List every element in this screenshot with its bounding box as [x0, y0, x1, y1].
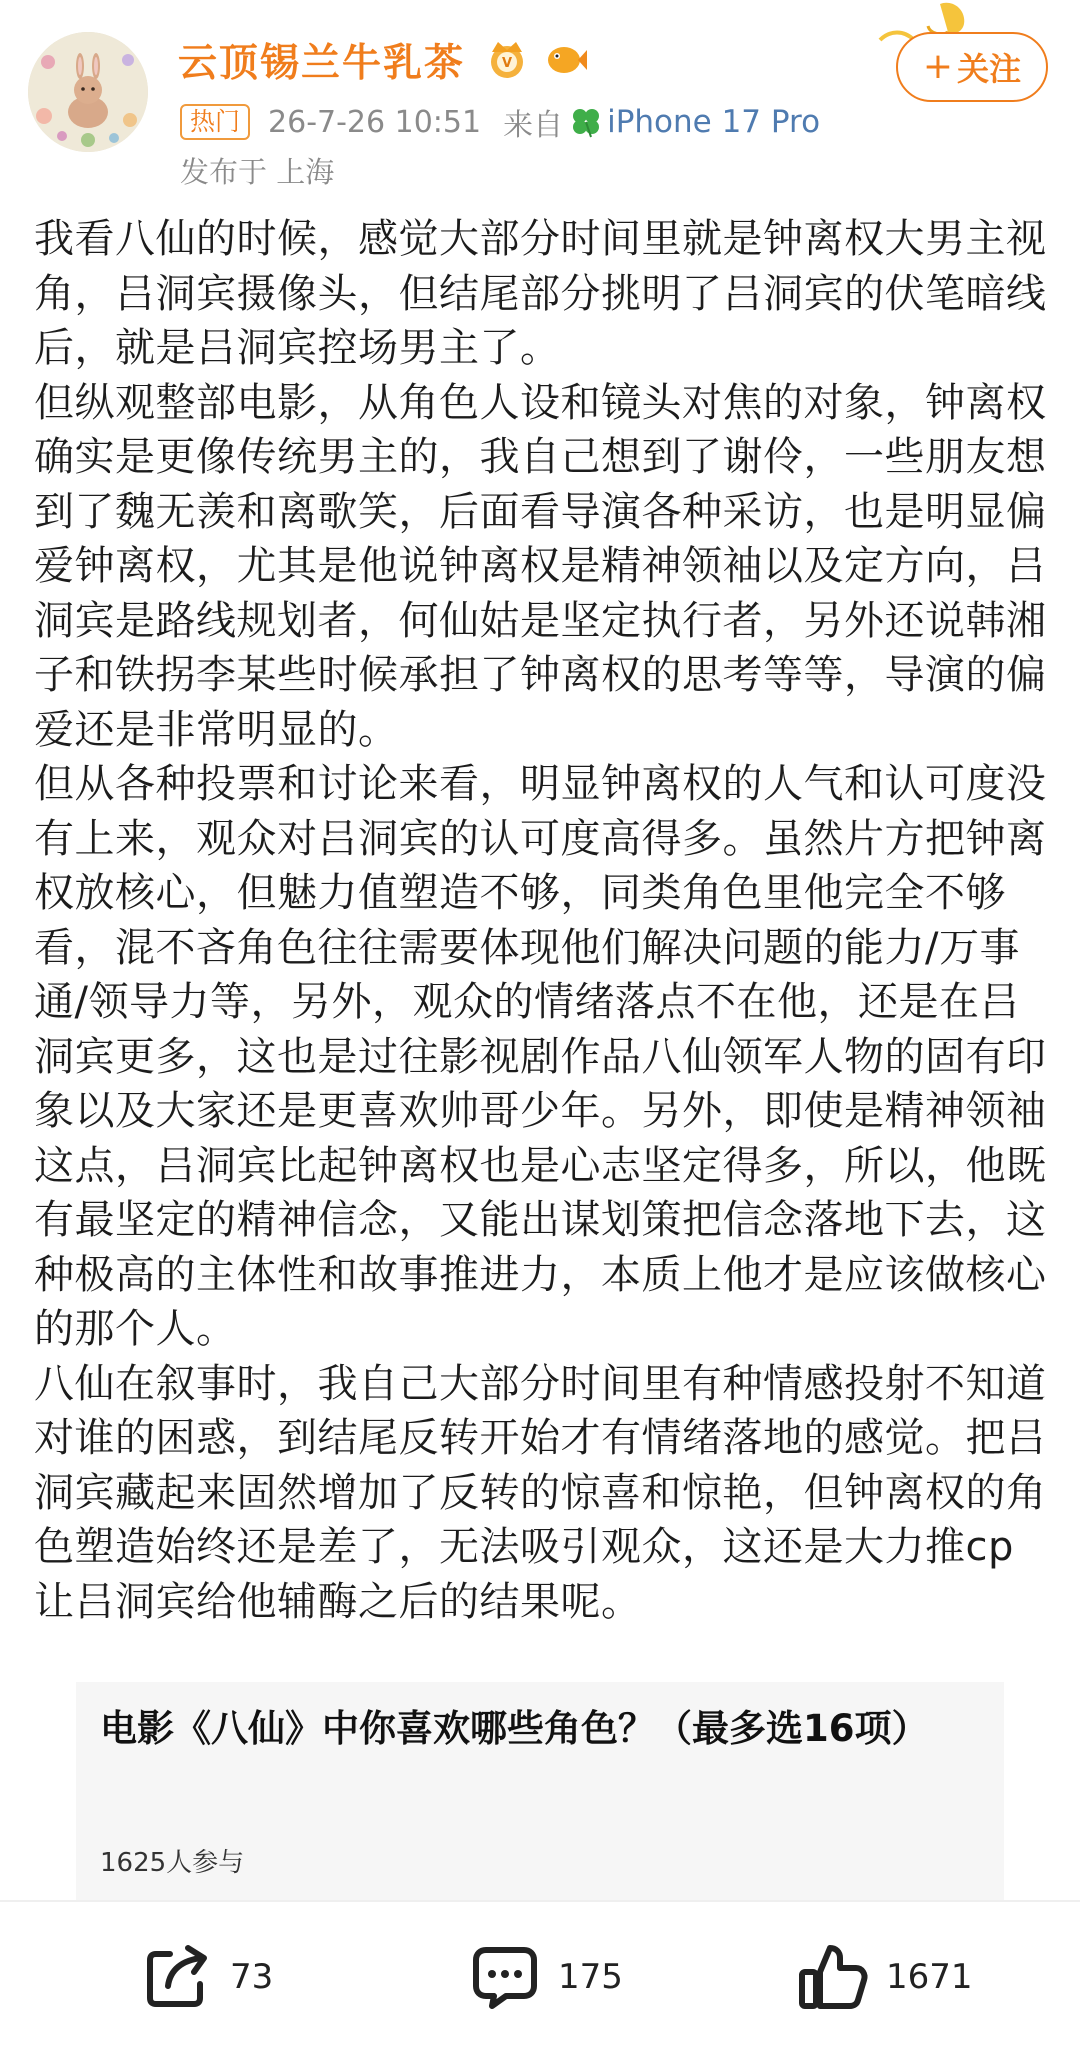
share-arrow-icon [140, 1940, 214, 2014]
clover-icon [569, 105, 603, 139]
post-paragraph: 八仙在叙事时，我自己大部分时间里有种情感投射不知道对谁的困惑，到结尾反转开始才有情绪落地的感觉。把吕洞宾藏起来固然增加了反转的惊喜和惊艳，但钟离权的角色塑造始终还是差了，无法吸引观众，这还是大力推cp让吕洞宾给他辅酶之后的结果呢。 [34, 1360, 1047, 1625]
svg-text:V: V [501, 56, 513, 71]
source-label: 来自 [503, 108, 564, 143]
thumbs-up-icon [796, 1940, 870, 2014]
poll-title: 电影《八仙》中你喜欢哪些角色？（最多选16项） [100, 1707, 929, 1750]
post-header [0, 0, 1080, 200]
post-location: 发布于 上海 [180, 155, 335, 189]
follow-button[interactable] [896, 32, 1048, 102]
plus-icon: + [922, 46, 954, 87]
avatar-rabbit-illustration [28, 32, 148, 152]
avatar[interactable] [28, 32, 148, 152]
crown-badge-icon[interactable] [484, 36, 530, 82]
device-link[interactable]: iPhone 17 Pro [607, 104, 821, 140]
post-paragraph: 但从各种投票和讨论来看，明显钟离权的人气和认可度没有上来，观众对吕洞宾的认可度高得多。虽然片方把钟离权放核心，但魅力值塑造不够，同类角色里他完全不够看，混不吝角色往往需要体现他们解决问题的能力/万事通/领导力等，另外，观众的情绪落点不在他，还是在吕洞宾更多，这也是过往影视剧作品八仙领军人物的固有印象以及大家还是更喜欢帅哥少年。另外，即使是精神领袖这点，吕洞宾比起钟离权也是心志坚定得多，所以，他既有最坚定的精神信念，又能出谋划策把信念落地下去，这种极高的主体性和故事推进力，本质上他才是应该做核心的那个人。 [34, 761, 1047, 1352]
repost-count: 73 [230, 1957, 274, 1997]
comment-button[interactable] [468, 1902, 623, 2052]
username[interactable]: 云顶锡兰牛乳茶 [178, 41, 466, 86]
like-count: 1671 [886, 1957, 973, 1997]
post-paragraph: 我看八仙的时候，感觉大部分时间里就是钟离权大男主视角，吕洞宾摄像头，但结尾部分挑明了吕洞宾的伏笔暗线后，就是吕洞宾控场男主了。 [34, 216, 1047, 371]
like-button[interactable] [796, 1902, 973, 2052]
fish-badge-icon[interactable] [542, 36, 588, 82]
post-meta [180, 100, 820, 144]
post-content [34, 212, 1050, 1629]
follow-label: 关注 [957, 50, 1022, 88]
comment-count: 175 [558, 1957, 623, 1997]
poll-participants: 1625人参与 [100, 1848, 245, 1878]
comment-bubble-icon [468, 1940, 542, 2014]
post-time: 26-7-26 10:51 [268, 104, 482, 140]
post-paragraph: 但纵观整部电影，从角色人设和镜头对焦的对象，钟离权确实是更像传统男主的，我自己想到了谢伶，一些朋友想到了魏无羡和离歌笑，后面看导演各种采访，也是明显偏爱钟离权，尤其是他说钟离权是精神领袖以及定方向，吕洞宾是路线规划者，何仙姑是坚定执行者，另外还说韩湘子和铁拐李某些时候承担了钟离权的思考等等，导演的偏爱还是非常明显的。 [34, 379, 1047, 753]
hot-tag[interactable]: 热门 [180, 104, 250, 140]
action-bar [0, 1902, 1080, 2064]
poll-card[interactable] [76, 1682, 1004, 1900]
repost-button[interactable] [140, 1902, 273, 2052]
